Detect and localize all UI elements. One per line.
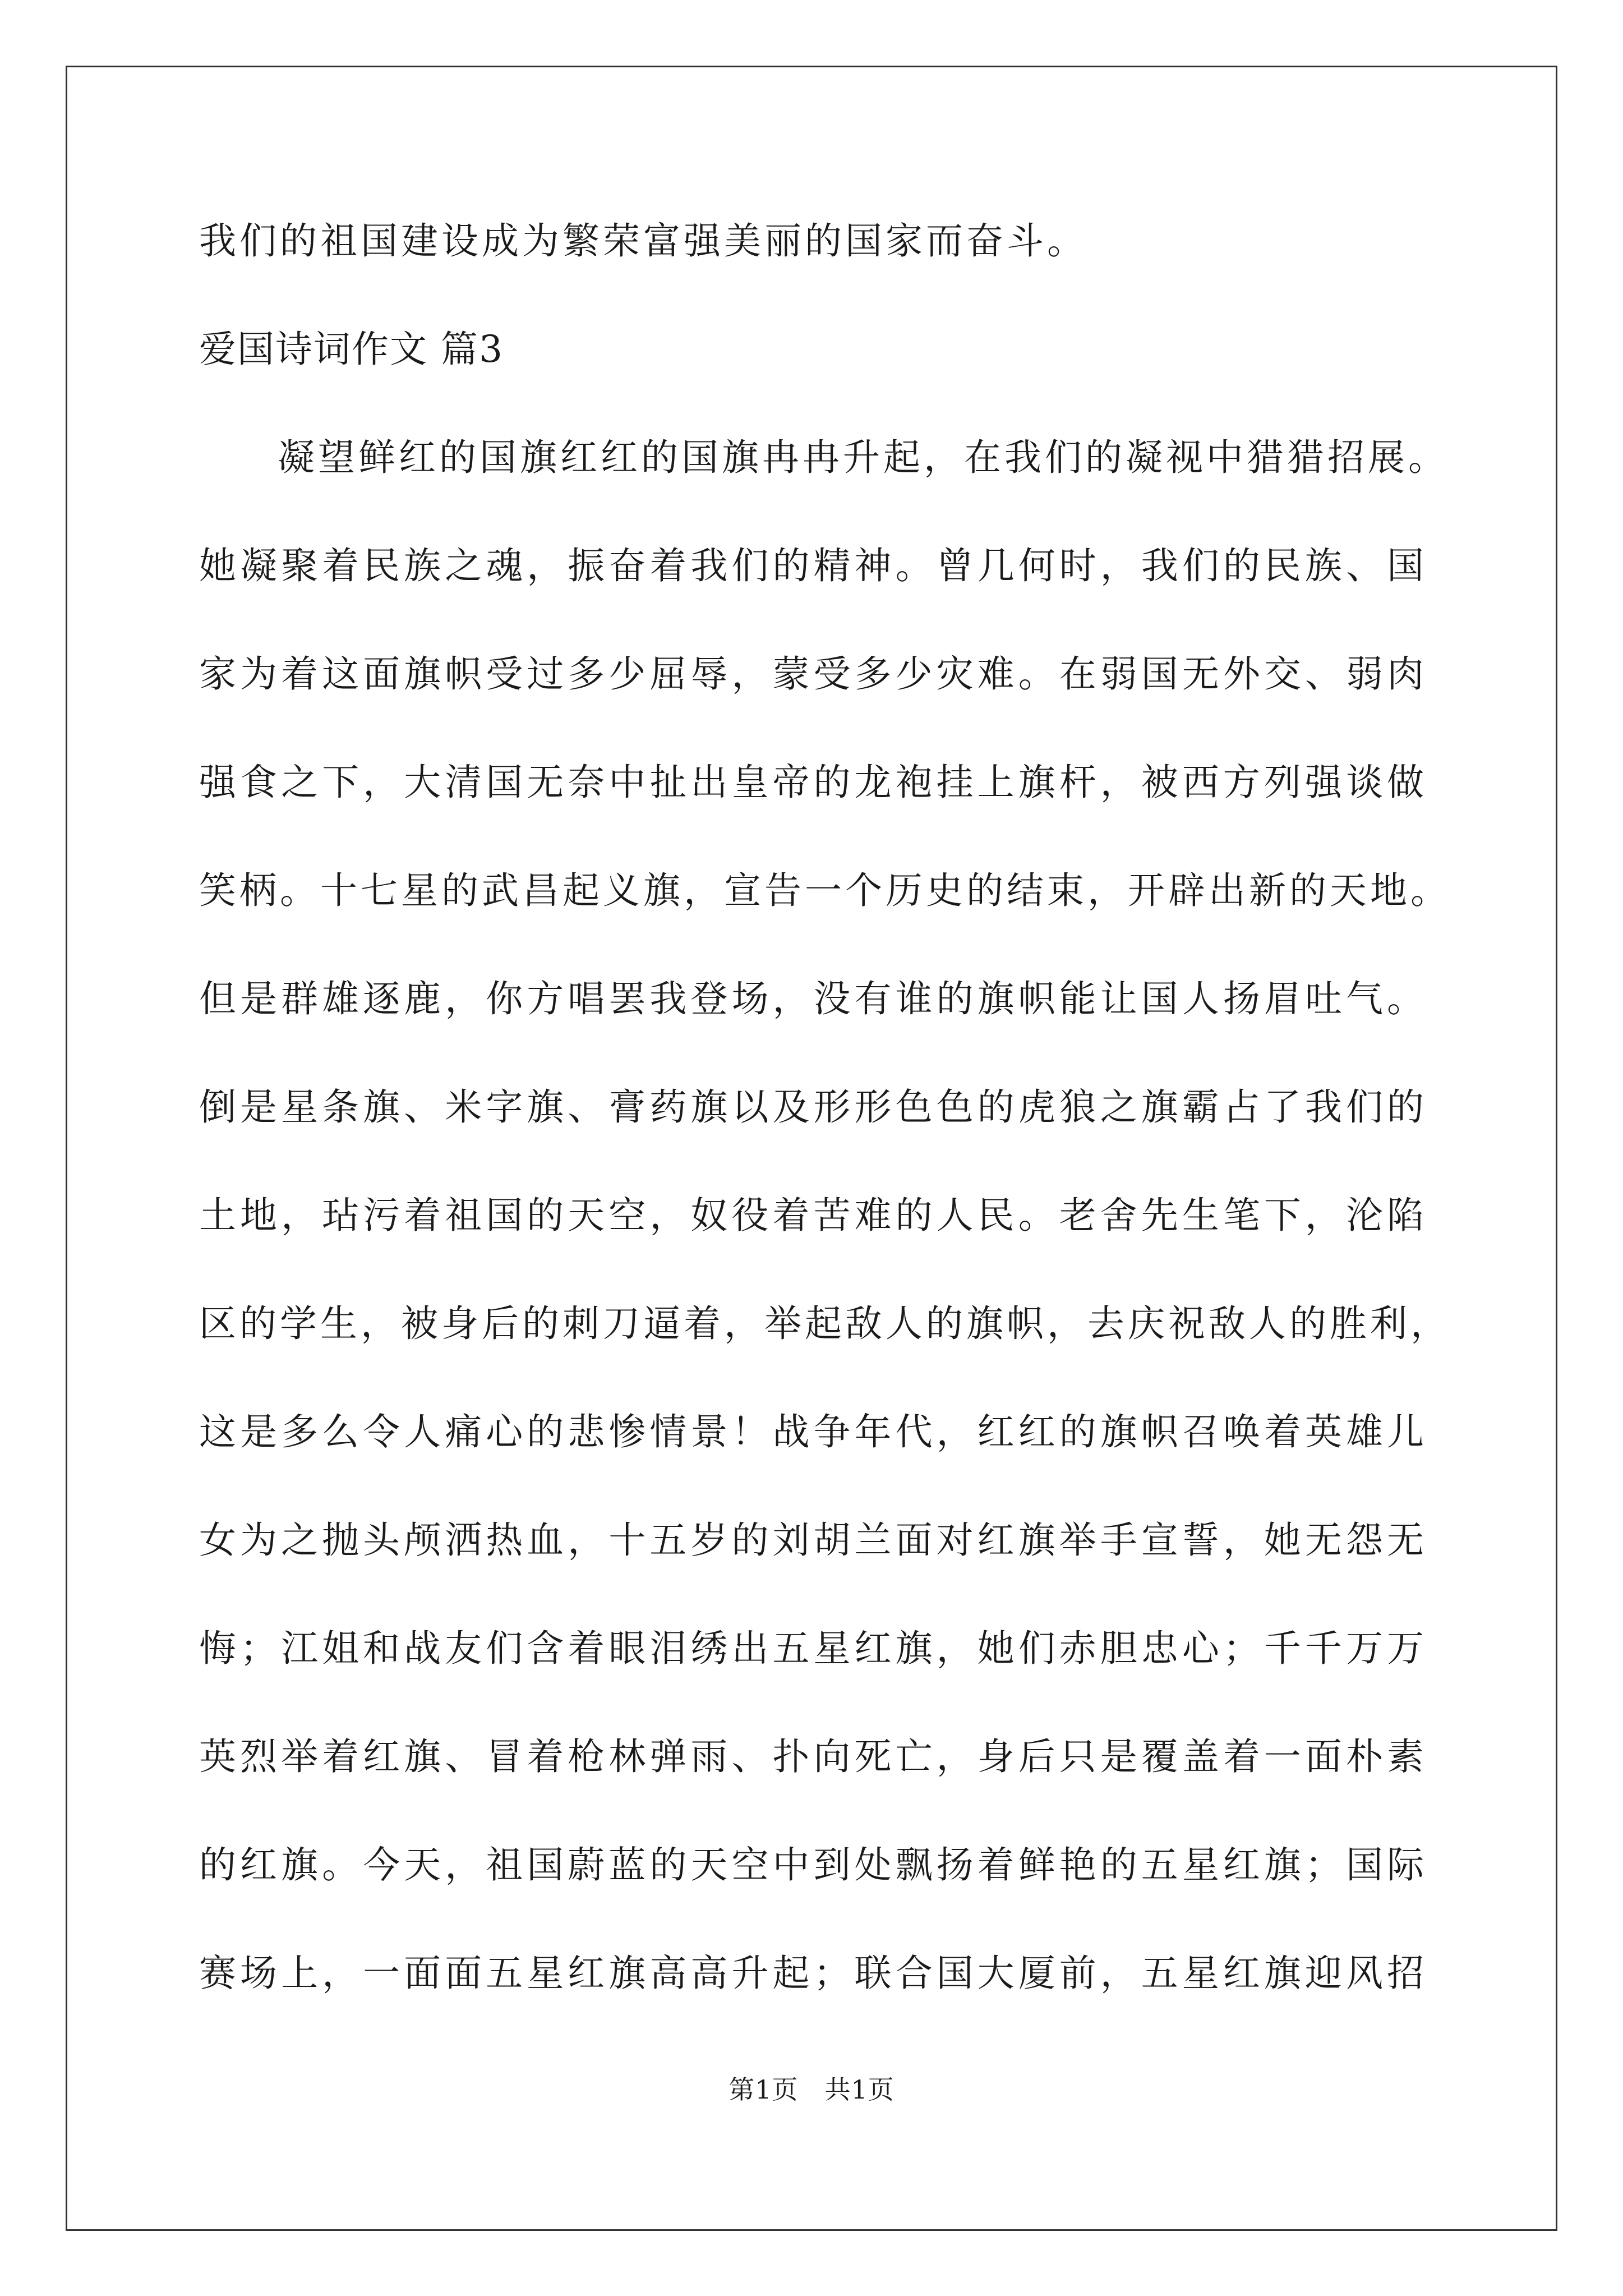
body-line: 笑柄。十七星的武昌起义旗，宣告一个历史的结束，开辟出新的天地。 (199, 869, 1451, 912)
body-line: 但是群雄逐鹿，你方唱罢我登场，没有谁的旗帜能让国人扬眉吐气。 (199, 977, 1427, 1020)
body-line: 土地，玷污着祖国的天空，奴役着苦难的人民。老舍先生笔下，沦陷 (199, 1194, 1427, 1237)
body-line: 英烈举着红旗、冒着枪林弹雨、扑向死亡，身后只是覆盖着一面朴素 (199, 1735, 1427, 1778)
paragraph-first-line: 凝望鲜红的国旗红红的国旗冉冉升起，在我们的凝视中猎猎招展。 (278, 436, 1449, 479)
page-number-footer: 第1页 共1页 (728, 2074, 895, 2105)
body-line: 家为着这面旗帜受过多少屈辱，蒙受多少灾难。在弱国无外交、弱肉 (199, 652, 1427, 696)
body-line: 强食之下，大清国无奈中扯出皇帝的龙袍挂上旗杆，被西方列强谈做 (199, 761, 1427, 804)
document-body (199, 213, 1451, 2054)
body-line: 倒是星条旗、米字旗、膏药旗以及形形色色的虎狼之旗霸占了我们的 (199, 1085, 1427, 1129)
body-line: 悔；江姐和战友们含着眼泪绣出五星红旗，她们赤胆忠心；千千万万 (199, 1627, 1427, 1670)
body-line: 她凝聚着民族之魂，振奋着我们的精神。曾几何时，我们的民族、国 (199, 544, 1427, 587)
body-line: 赛场上，一面面五星红旗高高升起；联合国大厦前，五星红旗迎风招 (199, 1952, 1427, 1995)
body-line: 这是多么令人痛心的悲惨情景！战争年代，红红的旗帜召唤着英雄儿 (199, 1410, 1427, 1453)
body-line: 的红旗。今天，祖国蔚蓝的天空中到处飘扬着鲜艳的五星红旗；国际 (199, 1843, 1427, 1887)
section-heading: 爱国诗词作文 篇3 (199, 328, 504, 371)
body-line: 我们的祖国建设成为繁荣富强美丽的国家而奋斗。 (199, 219, 1087, 263)
body-line: 区的学生，被身后的刺刀逼着，举起敌人的旗帜，去庆祝敌人的胜利， (199, 1302, 1451, 1345)
body-line: 女为之抛头颅洒热血，十五岁的刘胡兰面对红旗举手宣誓，她无怨无 (199, 1519, 1427, 1562)
